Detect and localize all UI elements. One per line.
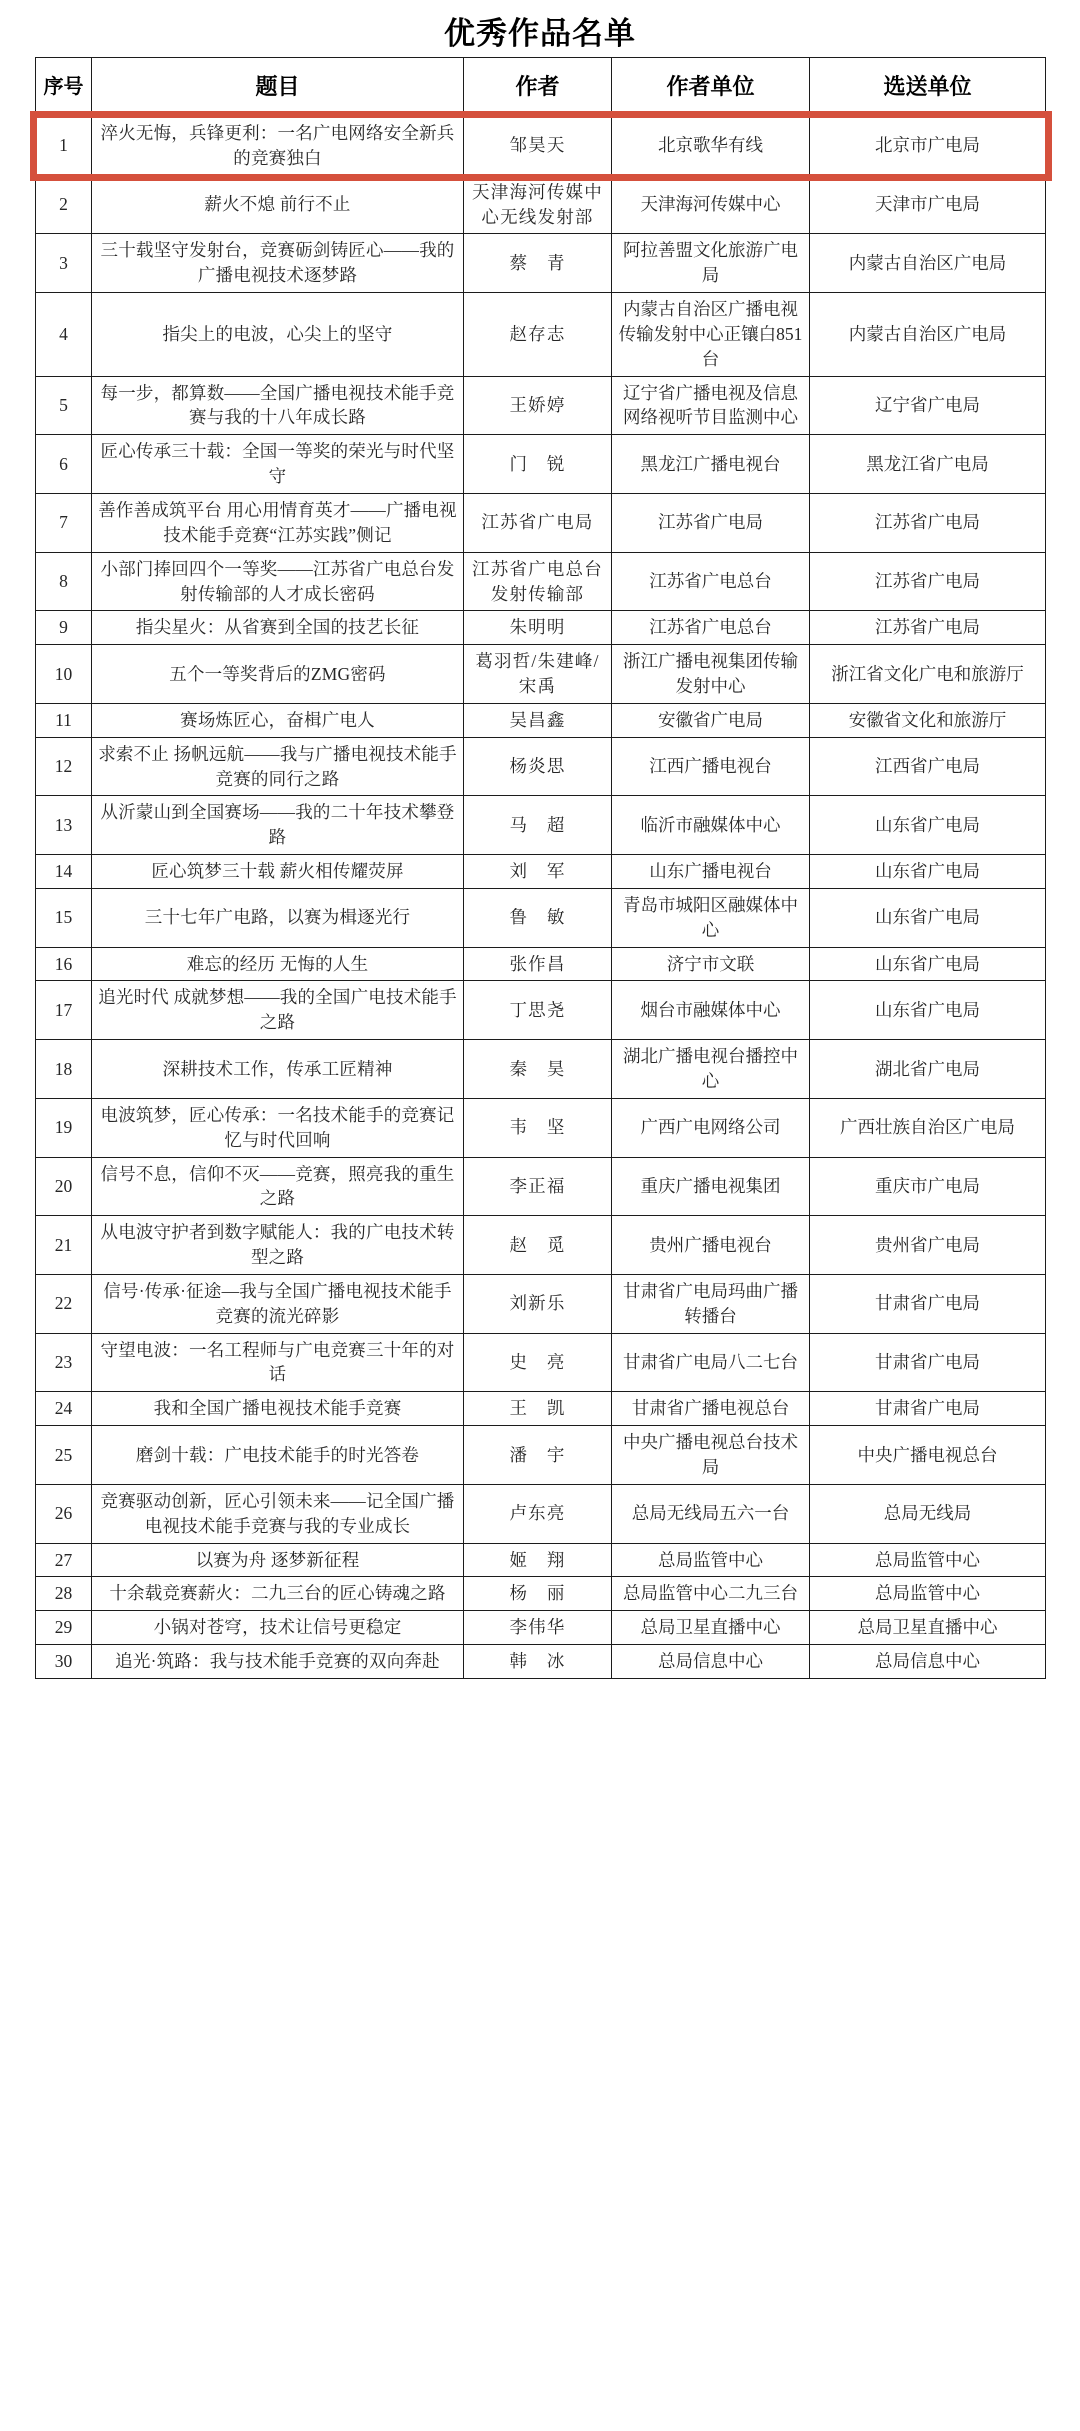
cell-seq: 10 [36,645,92,704]
cell-author: 蔡 青 [464,234,612,293]
cell-seq: 1 [36,117,92,176]
cell-unit: 安徽省广电局 [612,703,810,737]
cell-title: 指尖上的电波，心尖上的坚守 [92,293,464,377]
cell-author: 江苏省广电局 [464,493,612,552]
cell-sender: 江苏省广电局 [810,611,1046,645]
cell-sender: 总局卫星直播中心 [810,1611,1046,1645]
cell-seq: 3 [36,234,92,293]
cell-sender: 湖北省广电局 [810,1040,1046,1099]
cell-unit: 甘肃省广播电视总台 [612,1392,810,1426]
cell-title: 电波筑梦，匠心传承：一名技术能手的竞赛记忆与时代回响 [92,1098,464,1157]
cell-sender: 总局信息中心 [810,1645,1046,1679]
cell-sender: 山东省广电局 [810,888,1046,947]
cell-unit: 总局监管中心二九三台 [612,1577,810,1611]
cell-title: 信号·传承·征途—我与全国广播电视技术能手竞赛的流光碎影 [92,1274,464,1333]
cell-unit: 江苏省广电总台 [612,611,810,645]
cell-unit: 临沂市融媒体中心 [612,796,810,855]
cell-sender: 总局监管中心 [810,1577,1046,1611]
table-row [36,796,1046,855]
cell-seq: 28 [36,1577,92,1611]
cell-author: 杨 丽 [464,1577,612,1611]
cell-title: 五个一等奖背后的ZMG密码 [92,645,464,704]
cell-sender: 辽宁省广电局 [810,376,1046,435]
cell-unit: 甘肃省广电局玛曲广播转播台 [612,1274,810,1333]
table-row [36,234,1046,293]
table-row [36,1645,1046,1679]
cell-author: 门 锐 [464,435,612,494]
cell-sender: 广西壮族自治区广电局 [810,1098,1046,1157]
cell-seq: 17 [36,981,92,1040]
cell-sender: 山东省广电局 [810,947,1046,981]
cell-unit: 贵州广播电视台 [612,1216,810,1275]
table-row [36,435,1046,494]
cell-title: 小部门捧回四个一等奖——江苏省广电总台发射传输部的人才成长密码 [92,552,464,611]
cell-title: 从沂蒙山到全国赛场——我的二十年技术攀登路 [92,796,464,855]
cell-sender: 山东省广电局 [810,981,1046,1040]
cell-author: 王 凯 [464,1392,612,1426]
table-row [36,947,1046,981]
cell-unit: 江苏省广电总台 [612,552,810,611]
excellent-works-table [35,57,1046,1679]
cell-seq: 2 [36,175,92,234]
cell-unit: 烟台市融媒体中心 [612,981,810,1040]
table-row [36,888,1046,947]
cell-seq: 7 [36,493,92,552]
cell-seq: 27 [36,1543,92,1577]
cell-title: 三十七年广电路，以赛为楫逐光行 [92,888,464,947]
cell-sender: 总局监管中心 [810,1543,1046,1577]
table-row [36,1040,1046,1099]
cell-title: 淬火无悔，兵锋更利：一名广电网络安全新兵的竞赛独白 [92,117,464,176]
cell-seq: 9 [36,611,92,645]
cell-author: 赵存志 [464,293,612,377]
cell-title: 追光时代 成就梦想——我的全国广电技术能手之路 [92,981,464,1040]
cell-author: 史 亮 [464,1333,612,1392]
cell-title: 以赛为舟 逐梦新征程 [92,1543,464,1577]
cell-title: 匠心传承三十载：全国一等奖的荣光与时代坚守 [92,435,464,494]
table-row [36,1274,1046,1333]
table-row [36,293,1046,377]
cell-unit: 总局监管中心 [612,1543,810,1577]
table-row [36,703,1046,737]
cell-unit: 总局卫星直播中心 [612,1611,810,1645]
cell-title: 小锅对苍穹，技术让信号更稳定 [92,1611,464,1645]
cell-unit: 辽宁省广播电视及信息网络视听节目监测中心 [612,376,810,435]
cell-unit: 北京歌华有线 [612,117,810,176]
table-row [36,1426,1046,1485]
cell-seq: 22 [36,1274,92,1333]
table-body [36,117,1046,1679]
cell-author: 韦 坚 [464,1098,612,1157]
table-header-row [36,58,1046,117]
cell-seq: 8 [36,552,92,611]
table-header [36,58,1046,117]
column-header-seq: 序号 [36,58,92,117]
table-row [36,1216,1046,1275]
cell-author: 朱明明 [464,611,612,645]
cell-title: 磨剑十载：广电技术能手的时光答卷 [92,1426,464,1485]
cell-unit: 中央广播电视总台技术局 [612,1426,810,1485]
cell-author: 鲁 敏 [464,888,612,947]
cell-author: 赵 觅 [464,1216,612,1275]
cell-title: 薪火不熄 前行不止 [92,175,464,234]
cell-title: 追光·筑路：我与技术能手竞赛的双向奔赴 [92,1645,464,1679]
cell-unit: 阿拉善盟文化旅游广电局 [612,234,810,293]
cell-author: 丁思尧 [464,981,612,1040]
cell-seq: 25 [36,1426,92,1485]
table-row [36,1098,1046,1157]
cell-unit: 广西广电网络公司 [612,1098,810,1157]
table-row [36,117,1046,176]
table-row [36,1484,1046,1543]
table-row [36,1543,1046,1577]
cell-title: 每一步，都算数——全国广播电视技术能手竞赛与我的十八年成长路 [92,376,464,435]
cell-unit: 青岛市城阳区融媒体中心 [612,888,810,947]
table-row [36,1611,1046,1645]
cell-sender: 天津市广电局 [810,175,1046,234]
cell-title: 匠心筑梦三十载 薪火相传耀荧屏 [92,855,464,889]
table-row [36,1157,1046,1216]
cell-title: 我和全国广播电视技术能手竞赛 [92,1392,464,1426]
cell-unit: 江苏省广电局 [612,493,810,552]
column-header-author: 作者 [464,58,612,117]
table-row [36,175,1046,234]
cell-sender: 山东省广电局 [810,796,1046,855]
cell-title: 竞赛驱动创新，匠心引领未来——记全国广播电视技术能手竞赛与我的专业成长 [92,1484,464,1543]
column-header-title: 题目 [92,58,464,117]
cell-unit: 黑龙江广播电视台 [612,435,810,494]
page-title: 优秀作品名单 [444,16,636,51]
cell-author: 马 超 [464,796,612,855]
cell-author: 杨炎思 [464,737,612,796]
cell-sender: 贵州省广电局 [810,1216,1046,1275]
cell-title: 赛场炼匠心，奋楫广电人 [92,703,464,737]
cell-sender: 北京市广电局 [810,117,1046,176]
column-header-sender: 选送单位 [810,58,1046,117]
cell-sender: 安徽省文化和旅游厅 [810,703,1046,737]
cell-seq: 18 [36,1040,92,1099]
cell-seq: 12 [36,737,92,796]
cell-author: 李伟华 [464,1611,612,1645]
cell-seq: 19 [36,1098,92,1157]
cell-seq: 16 [36,947,92,981]
cell-sender: 总局无线局 [810,1484,1046,1543]
cell-sender: 甘肃省广电局 [810,1333,1046,1392]
table-container [35,57,1045,1679]
table-row [36,645,1046,704]
cell-seq: 5 [36,376,92,435]
cell-title: 深耕技术工作，传承工匠精神 [92,1040,464,1099]
cell-sender: 江苏省广电局 [810,493,1046,552]
cell-author: 姬 翔 [464,1543,612,1577]
cell-sender: 重庆市广电局 [810,1157,1046,1216]
cell-seq: 20 [36,1157,92,1216]
cell-unit: 甘肃省广电局八二七台 [612,1333,810,1392]
cell-unit: 浙江广播电视集团传输发射中心 [612,645,810,704]
cell-author: 邹昊天 [464,117,612,176]
table-row [36,1577,1046,1611]
cell-seq: 21 [36,1216,92,1275]
cell-seq: 6 [36,435,92,494]
cell-author: 吴昌鑫 [464,703,612,737]
cell-sender: 江苏省广电局 [810,552,1046,611]
cell-unit: 天津海河传媒中心 [612,175,810,234]
table-row [36,611,1046,645]
table-row [36,855,1046,889]
cell-unit: 总局无线局五六一台 [612,1484,810,1543]
cell-seq: 14 [36,855,92,889]
cell-seq: 11 [36,703,92,737]
table-row [36,981,1046,1040]
column-header-unit: 作者单位 [612,58,810,117]
cell-seq: 4 [36,293,92,377]
cell-unit: 内蒙古自治区广播电视传输发射中心正镶白851台 [612,293,810,377]
cell-seq: 29 [36,1611,92,1645]
table-row [36,1333,1046,1392]
cell-author: 张作昌 [464,947,612,981]
cell-sender: 山东省广电局 [810,855,1046,889]
cell-unit: 济宁市文联 [612,947,810,981]
cell-sender: 浙江省文化广电和旅游厅 [810,645,1046,704]
cell-seq: 26 [36,1484,92,1543]
cell-sender: 中央广播电视总台 [810,1426,1046,1485]
table-row [36,376,1046,435]
cell-title: 信号不息，信仰不灭——竞赛，照亮我的重生之路 [92,1157,464,1216]
cell-title: 求索不止 扬帆远航——我与广播电视技术能手竞赛的同行之路 [92,737,464,796]
cell-seq: 30 [36,1645,92,1679]
cell-author: 天津海河传媒中心无线发射部 [464,175,612,234]
cell-unit: 重庆广播电视集团 [612,1157,810,1216]
cell-unit: 湖北广播电视台播控中心 [612,1040,810,1099]
cell-sender: 黑龙江省广电局 [810,435,1046,494]
cell-author: 秦 昊 [464,1040,612,1099]
cell-author: 刘 军 [464,855,612,889]
cell-title: 三十载坚守发射台，竞赛砺剑铸匠心——我的广播电视技术逐梦路 [92,234,464,293]
cell-author: 李正福 [464,1157,612,1216]
cell-title: 难忘的经历 无悔的人生 [92,947,464,981]
cell-sender: 内蒙古自治区广电局 [810,234,1046,293]
cell-seq: 13 [36,796,92,855]
cell-title: 善作善成筑平台 用心用情育英才——广播电视技术能手竞赛“江苏实践”侧记 [92,493,464,552]
cell-unit: 江西广播电视台 [612,737,810,796]
cell-author: 韩 冰 [464,1645,612,1679]
cell-author: 葛羽哲/朱建峰/ 宋禹 [464,645,612,704]
cell-author: 王娇婷 [464,376,612,435]
cell-title: 从电波守护者到数字赋能人：我的广电技术转型之路 [92,1216,464,1275]
table-row [36,1392,1046,1426]
cell-author: 刘新乐 [464,1274,612,1333]
table-row [36,552,1046,611]
cell-author: 潘 宇 [464,1426,612,1485]
cell-sender: 甘肃省广电局 [810,1392,1046,1426]
cell-unit: 山东广播电视台 [612,855,810,889]
cell-seq: 24 [36,1392,92,1426]
cell-unit: 总局信息中心 [612,1645,810,1679]
cell-author: 卢东亮 [464,1484,612,1543]
cell-seq: 15 [36,888,92,947]
table-row [36,493,1046,552]
cell-title: 十余载竞赛薪火：二九三台的匠心铸魂之路 [92,1577,464,1611]
table-row [36,737,1046,796]
cell-seq: 23 [36,1333,92,1392]
cell-title: 守望电波：一名工程师与广电竞赛三十年的对话 [92,1333,464,1392]
cell-sender: 江西省广电局 [810,737,1046,796]
cell-sender: 内蒙古自治区广电局 [810,293,1046,377]
cell-title: 指尖星火：从省赛到全国的技艺长征 [92,611,464,645]
cell-author: 江苏省广电总台发射传输部 [464,552,612,611]
cell-sender: 甘肃省广电局 [810,1274,1046,1333]
